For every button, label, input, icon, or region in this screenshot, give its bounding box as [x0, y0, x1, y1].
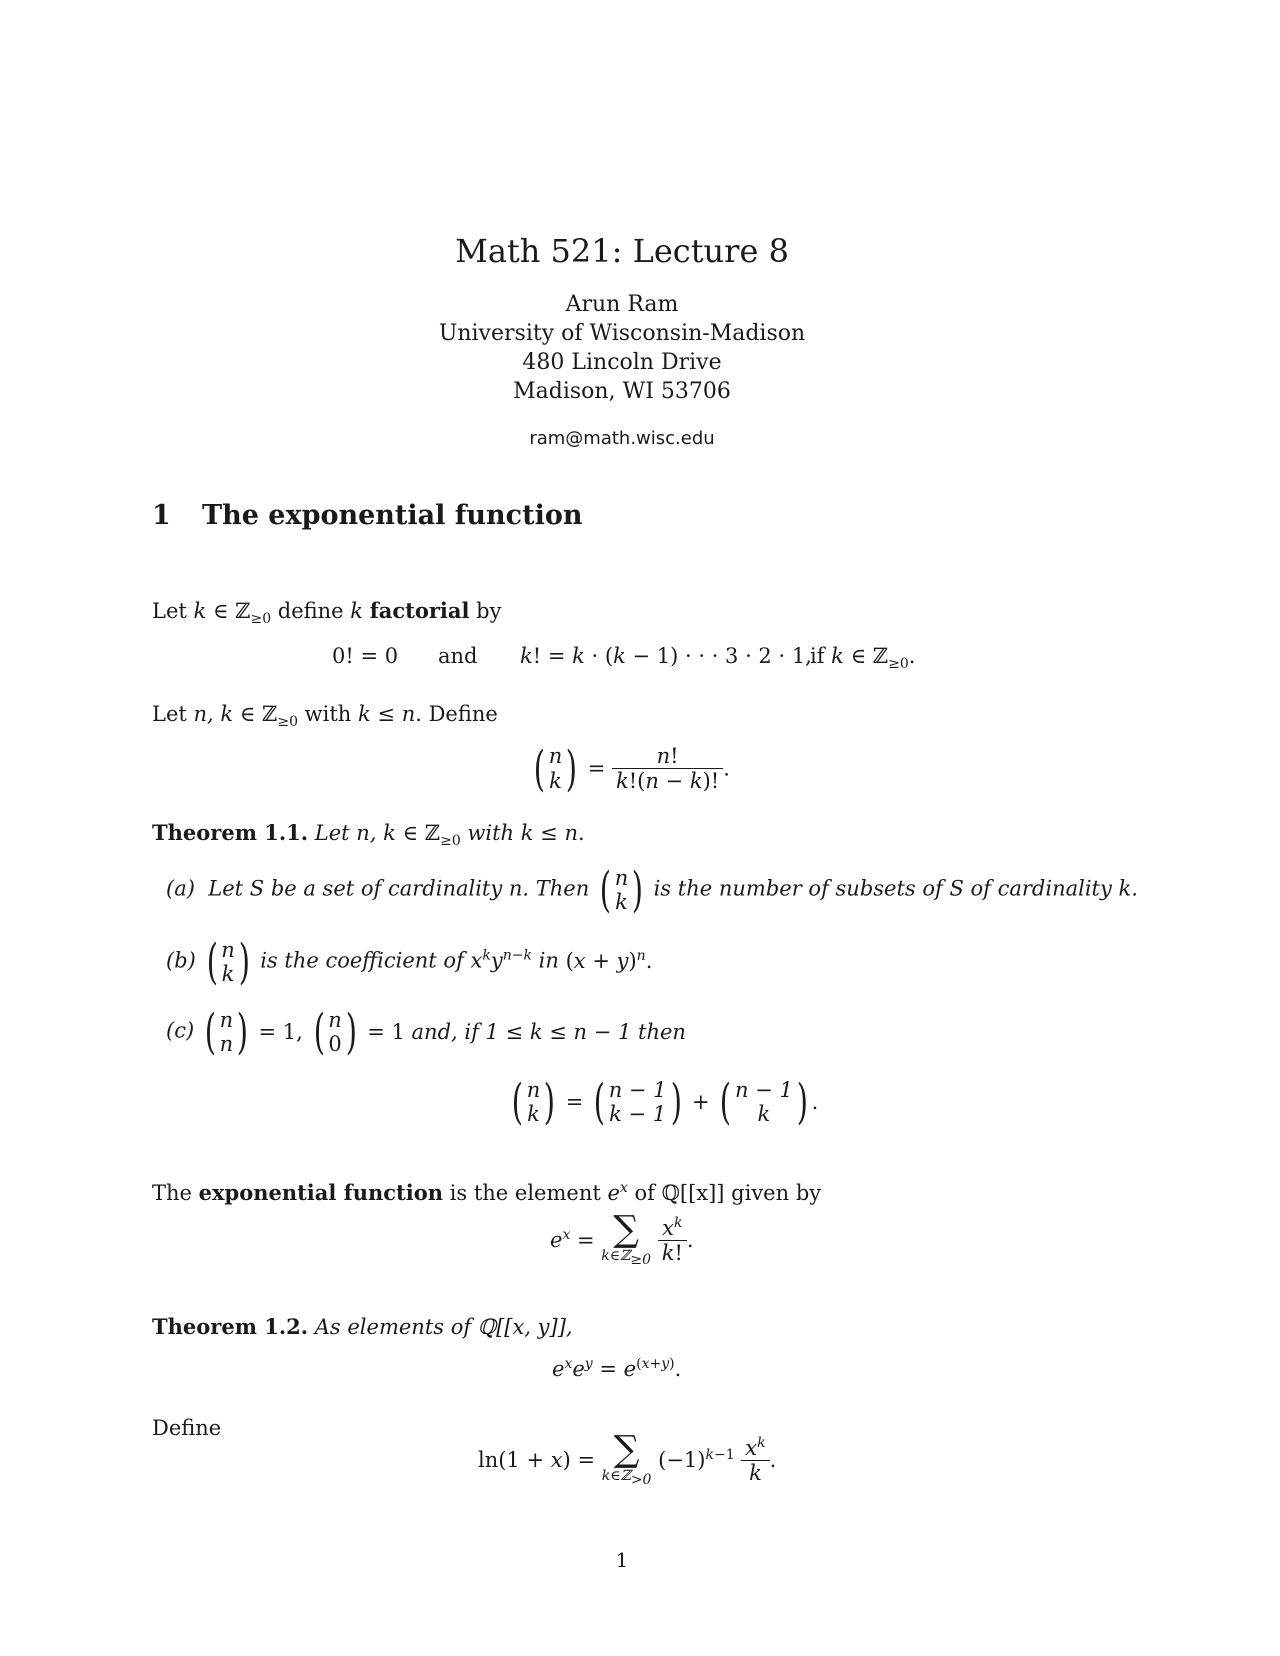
section-number: 1 — [152, 500, 171, 531]
author-name: Arun Ram — [565, 292, 679, 317]
theorem-item-a: (a) Let S be a set of cardinality n. Then ( n k) is the number of subsets of S of cardinality k. — [166, 862, 1138, 919]
binomial-definition: ( n k) = $\frac{n!}{k!(n - k)!}$ . — [533, 740, 730, 797]
theorem-item-c: (c) ( n n) = 1, ( n 0) = 1 and, if 1 ≤ k ≤ n − 1 then — [166, 1004, 686, 1061]
author-email: ram@math.wisc.edu — [529, 428, 715, 449]
factorial-zero-eq: 0! = 0 — [332, 644, 399, 668]
exponential-identity: $e^xe^y = e^{(x+y)}$. — [552, 1356, 682, 1381]
author-address-line2: Madison, WI 53706 — [513, 379, 731, 404]
pascal-identity: ( n k) = ( n − 1 k − 1) + ( n − 1 k ) . — [511, 1074, 819, 1131]
factorial-intro: Let k ∈ ℤ$_{\ge 0}$ define k factorial by — [152, 598, 502, 628]
theorem-item-b: (b) ( n k) is the coefficient of $x^ky^{n-k}$ in $(x + y)^n$. — [166, 934, 653, 991]
factorial-condition: if k ∈ ℤ$_{\ge 0}$. — [810, 644, 916, 673]
exponential-intro: The exponential function is the element $e^x$ of ℚ[[x]] given by — [152, 1180, 822, 1205]
define-word: Define — [152, 1416, 222, 1440]
author-affiliation: University of Wisconsin-Madison — [438, 321, 806, 346]
exponential-series: $e^x$ = ∑ k∈ℤ$_{\ge 0}$ $\frac{x^k}{k!}$ . — [550, 1209, 694, 1268]
author-address-line1: 480 Lincoln Drive — [522, 350, 722, 375]
binomial-intro: Let n, k ∈ ℤ$_{\ge 0}$ with k ≤ n. Define — [152, 702, 498, 731]
page-number: 1 — [615, 1548, 629, 1572]
log-series: ln(1 + x) = ∑ k∈ℤ$_{>0}$ $(-1)^{k-1}$ $\frac{x^k}{k}$ . — [478, 1429, 777, 1488]
theorem-1-1: Theorem 1.1. Let n, k ∈ ℤ$_{\ge 0}$ with k ≤ n. — [152, 820, 585, 850]
and-word: and — [438, 644, 478, 668]
lecture-title: Math 521: Lecture 8 — [455, 232, 789, 270]
section-title: The exponential function — [202, 500, 583, 531]
theorem-1-2: Theorem 1.2. As elements of ℚ[[x, y]], — [152, 1314, 573, 1339]
factorial-eq: k! = k · (k − 1) · · · 3 · 2 · 1, — [520, 644, 812, 668]
section-heading — [152, 500, 582, 531]
